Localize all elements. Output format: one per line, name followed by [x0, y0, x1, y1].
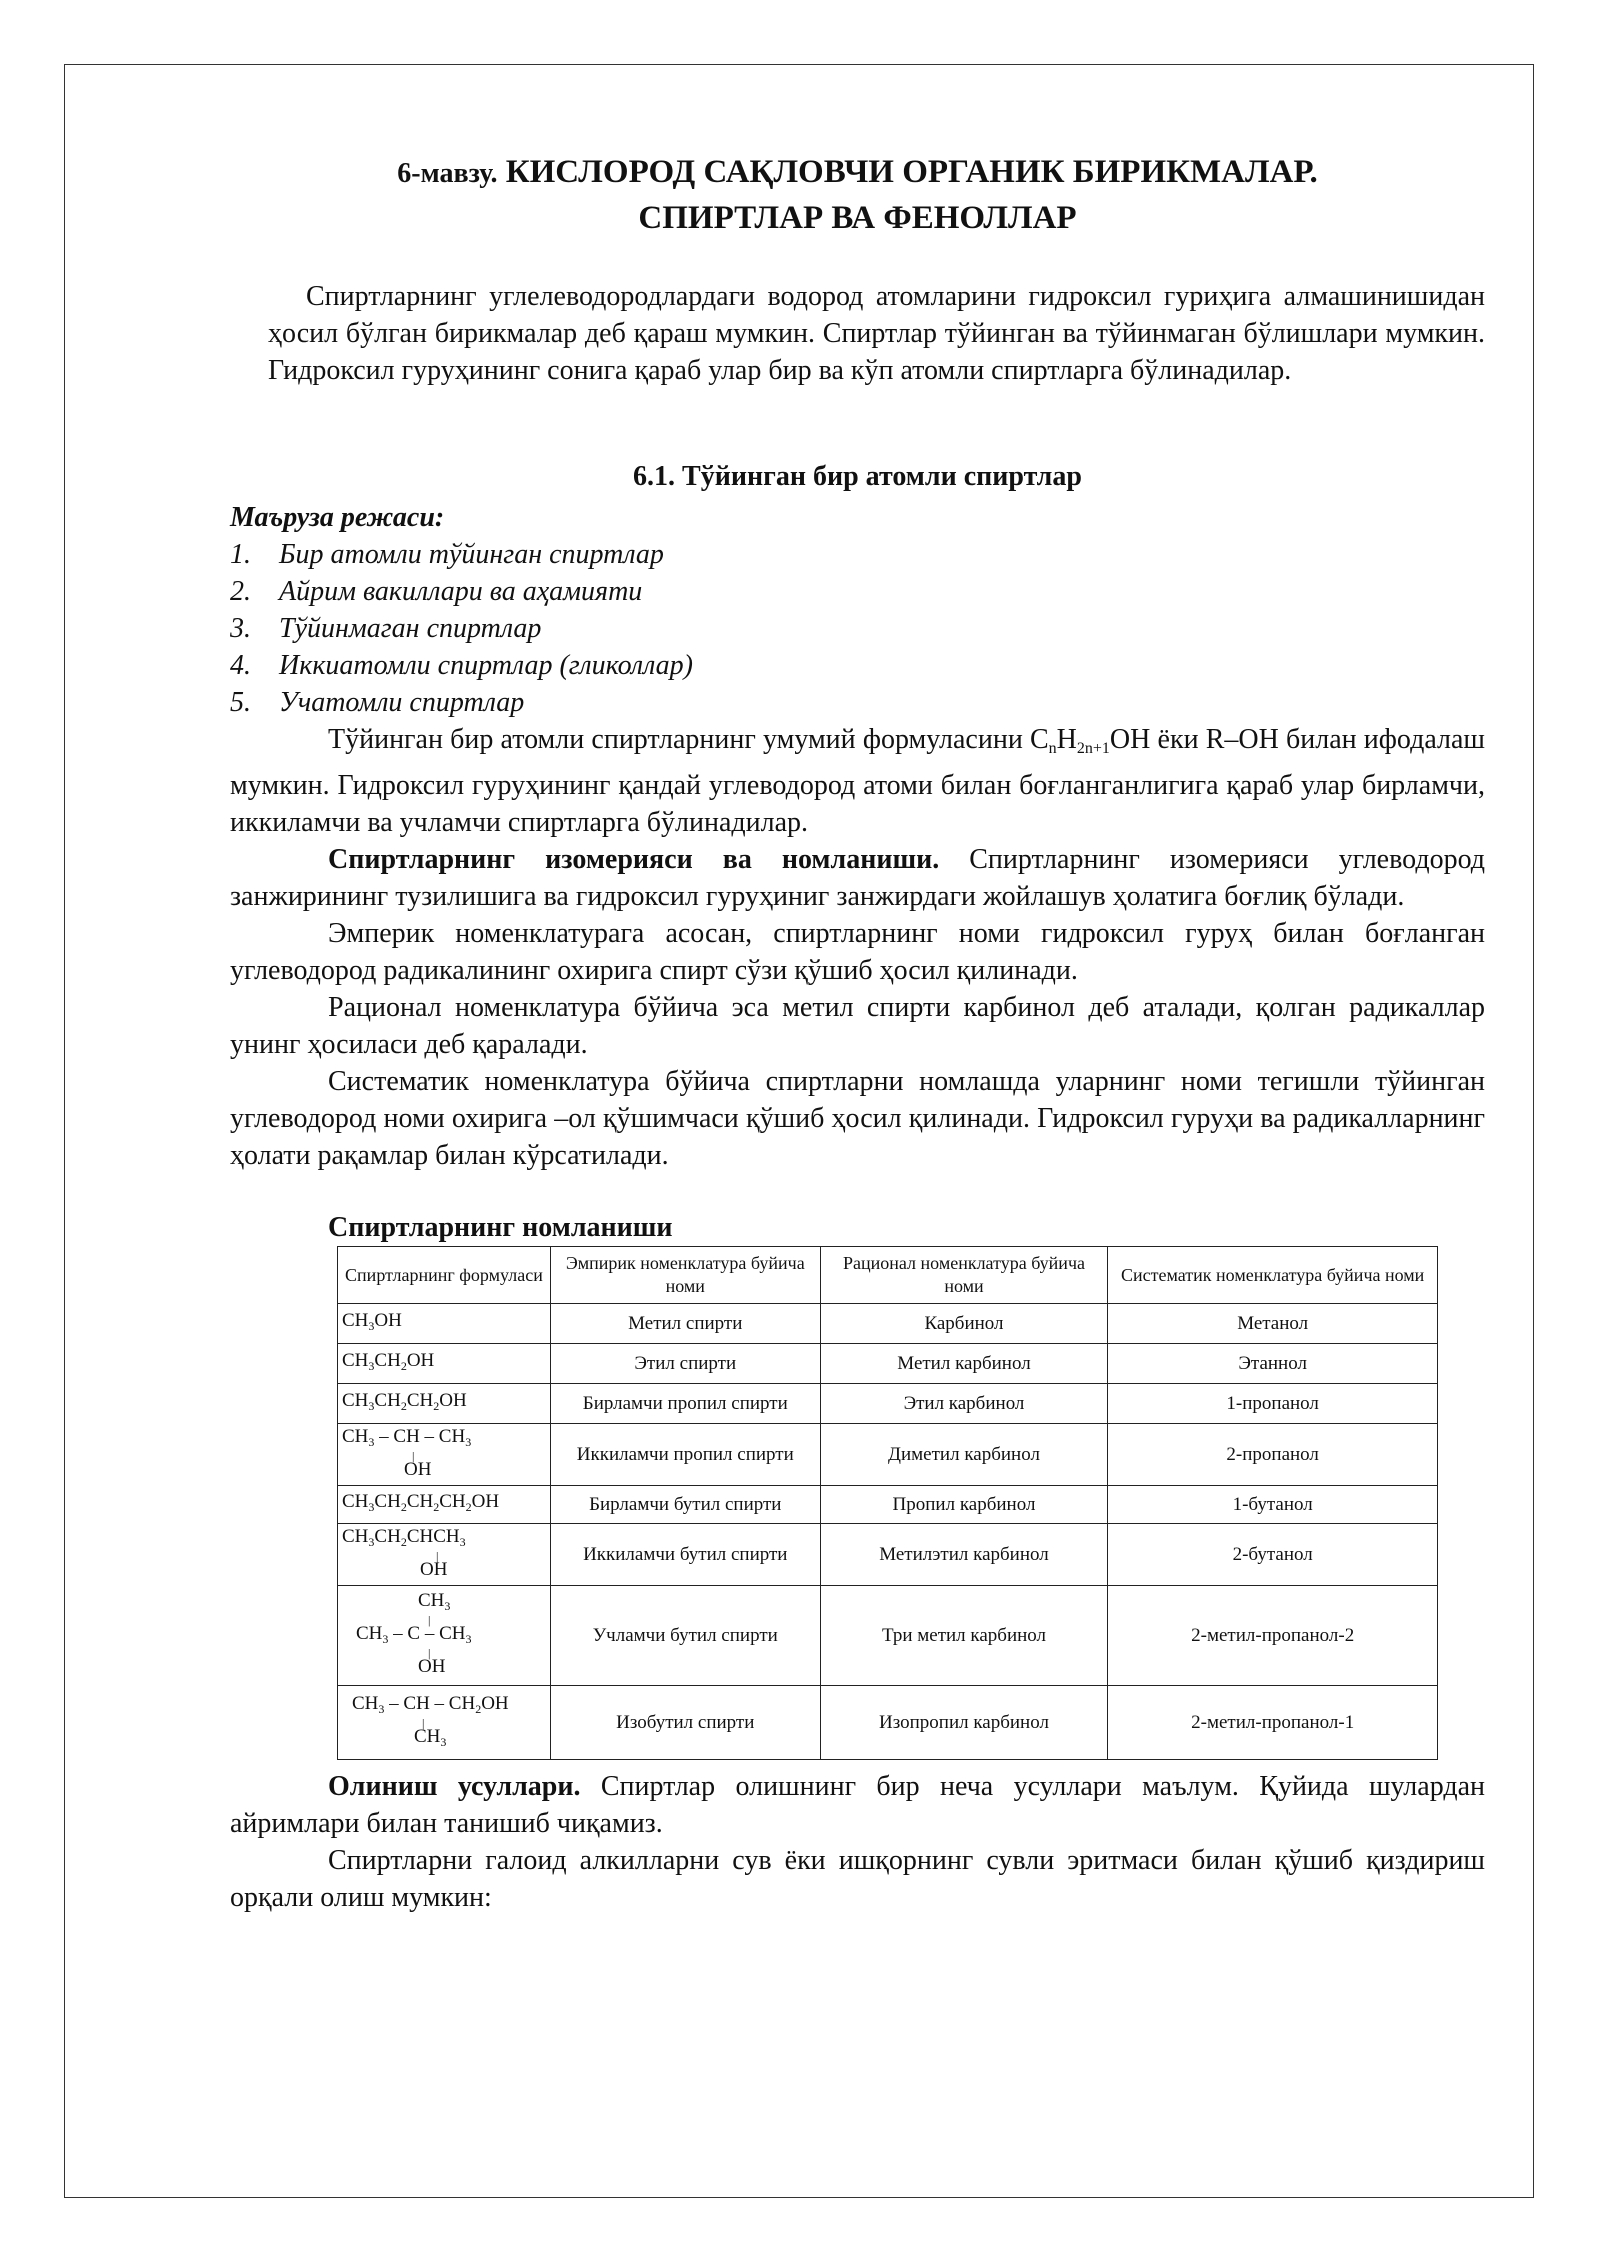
plan-heading: Маъруза режаси:	[230, 502, 445, 533]
list-number: 1.	[230, 539, 251, 570]
list-number: 4.	[230, 650, 251, 681]
rational-name: Три метил карбинол	[820, 1586, 1108, 1686]
paragraph-systematic: Систематик номенклатура бўйича спиртларни номлашда уларнинг номи тегишли тўйинган углеводород номи охирига –ол қўшимчаси қўшиб ҳосил қилинади. Гидроксил гуруҳи ва радикалларнинг ҳолати рақамлар билан кўрсатилади.	[230, 1066, 1485, 1171]
list-item	[230, 647, 1485, 684]
table-header-row	[338, 1247, 1438, 1304]
subscript: n	[1048, 740, 1057, 757]
rational-name: Пропил карбинол	[820, 1486, 1108, 1524]
systematic-name: 2-бутанол	[1108, 1524, 1438, 1586]
paragraph-isomerism	[230, 841, 1485, 915]
paragraph-methods	[230, 1768, 1485, 1842]
rational-name: Карбинол	[820, 1304, 1108, 1344]
text-run: OH ёки R–OH билан ифодалаш мумкин. Гидроксил гуруҳининг қандай углеводород атоми билан боғланганлигига қараб улар бирламчи, иккиламчи ва учламчи спиртларга бўлинадилар.	[230, 724, 1485, 838]
table-row	[338, 1344, 1438, 1384]
systematic-name: 1-пропанол	[1108, 1384, 1438, 1424]
paragraph-empirical: Эмперик номенклатурага асосан, спиртларнинг номи гидроксил гуруҳ билан боғланган углеводород радикалининг охирига спирт сўзи қўшиб ҳосил қилинади.	[230, 918, 1485, 986]
table-row	[338, 1384, 1438, 1424]
systematic-name: Этаннол	[1108, 1344, 1438, 1384]
formula-cell: $CH_3CH_2OH$	[338, 1344, 551, 1384]
column-header: Спиртларнинг формуласи	[338, 1247, 551, 1304]
table-row	[338, 1586, 1438, 1686]
list-text: Учатомли спиртлар	[279, 687, 525, 718]
intro-paragraph: Спиртларнинг углелеводородлардаги водород атомларини гидроксил гуриҳига алмашинишидан ҳосил бўлган бирикмалар деб қараш мумкин. Спиртлар тўйинган ва тўйинмаган бўлишлари мумкин. Гидроксил гуруҳининг сонига қараб улар бир ва кўп атомли спиртларга бўлинадилар.	[268, 281, 1485, 386]
empirical-name: Учламчи бутил спирти	[550, 1586, 820, 1686]
section-title: 6.1. Тўйинган бир атомли спиртлар	[633, 461, 1082, 492]
plan-list	[230, 536, 1485, 721]
formula-cell: $CH_3$ | $CH_3$ – C – $CH_3$ | OH	[338, 1586, 551, 1686]
column-header: Эмпирик номенклатура буйича номи	[550, 1247, 820, 1304]
text-run: Спиртлар олишнинг бир неча усуллари маълум. Қуйида шулардан айримлари билан танишиб чиқамиз.	[230, 1771, 1485, 1839]
empirical-name: Этил спирти	[550, 1344, 820, 1384]
table-row	[338, 1524, 1438, 1586]
formula-cell: $CH_3$ – CH – $CH_3$ | OH	[338, 1424, 551, 1486]
subscript: 2n+1	[1076, 740, 1110, 757]
paragraph-rational: Рационал номенклатура бўйича эса метил спирти карбинол деб аталади, қолган радикаллар унинг ҳосиласи деб қаралади.	[230, 992, 1485, 1060]
document-body	[230, 150, 1485, 1916]
title-line1: КИСЛОРОД САҚЛОВЧИ ОРГАНИК БИРИКМАЛАР.	[505, 154, 1318, 190]
text-run: H	[1056, 724, 1077, 755]
list-item	[230, 684, 1485, 721]
empirical-name: Бирламчи бутил спирти	[550, 1486, 820, 1524]
systematic-name: Метанол	[1108, 1304, 1438, 1344]
table-row	[338, 1486, 1438, 1524]
empirical-name: Бирламчи пропил спирти	[550, 1384, 820, 1424]
title-line2: СПИРТЛАР ВА ФЕНОЛЛАР	[638, 200, 1077, 236]
bold-lead: Спиртларнинг изомерияси ва номланиши.	[328, 844, 940, 875]
list-item	[230, 610, 1485, 647]
paragraph-halide-method: Спиртларни галоид алкилларни сув ёки ишқорнинг сувли эритмаси билан қўшиб қиздириш орқали олиш мумкин:	[230, 1845, 1485, 1913]
list-number: 2.	[230, 576, 251, 607]
rational-name: Метил карбинол	[820, 1344, 1108, 1384]
list-item	[230, 536, 1485, 573]
rational-name: Диметил карбинол	[820, 1424, 1108, 1486]
empirical-name: Иккиламчи бутил спирти	[550, 1524, 820, 1586]
table-row	[338, 1424, 1438, 1486]
formula-cell: $CH_3CH_2CHCH_3$ | OH	[338, 1524, 551, 1586]
list-number: 3.	[230, 613, 251, 644]
systematic-name: 2-пропанол	[1108, 1424, 1438, 1486]
rational-name: Метилэтил карбинол	[820, 1524, 1108, 1586]
list-text: Айрим вакиллари ва аҳамияти	[279, 576, 643, 607]
column-header: Рационал номенклатура буйича номи	[820, 1247, 1108, 1304]
paragraph-general-formula	[230, 721, 1485, 841]
systematic-name: 1-бутанол	[1108, 1486, 1438, 1524]
table-row	[338, 1304, 1438, 1344]
title-prefix: 6-мавзу.	[397, 158, 498, 189]
empirical-name: Метил спирти	[550, 1304, 820, 1344]
list-text: Тўйинмаган спиртлар	[279, 613, 542, 644]
list-item	[230, 573, 1485, 610]
formula-cell: $CH_3$ – CH – $CH_2OH$ | $CH_3$	[338, 1686, 551, 1760]
page-title	[230, 150, 1485, 240]
rational-name: Этил карбинол	[820, 1384, 1108, 1424]
formula-cell: $CH_3OH$	[338, 1304, 551, 1344]
list-number: 5.	[230, 687, 251, 718]
list-text: Иккиатомли спиртлар (гликоллар)	[279, 650, 693, 681]
list-text: Бир атомли тўйинган спиртлар	[279, 539, 664, 570]
systematic-name: 2-метил-пропанол-2	[1108, 1586, 1438, 1686]
empirical-name: Изобутил спирти	[550, 1686, 820, 1760]
table-heading: Спиртларнинг номланиши	[328, 1212, 673, 1243]
column-header: Систематик номенклатура буйича номи	[1108, 1247, 1438, 1304]
systematic-name: 2-метил-пропанол-1	[1108, 1686, 1438, 1760]
formula-cell: $CH_3CH_2CH_2CH_2OH$	[338, 1486, 551, 1524]
rational-name: Изопропил карбинол	[820, 1686, 1108, 1760]
formula-cell: $CH_3CH_2CH_2OH$	[338, 1384, 551, 1424]
nomenclature-table	[337, 1246, 1438, 1760]
bold-lead: Олиниш усуллари.	[328, 1771, 581, 1802]
text-run: Спиртларнинг изомерияси углеводород занжирининг тузилишига ва гидроксил гуруҳиниг занжирдаги жойлашув ҳолатига боғлиқ бўлади.	[230, 844, 1486, 912]
empirical-name: Иккиламчи пропил спирти	[550, 1424, 820, 1486]
text-run: Тўйинган бир атомли спиртларнинг умумий формуласини C	[328, 724, 1049, 755]
table-row	[338, 1686, 1438, 1760]
